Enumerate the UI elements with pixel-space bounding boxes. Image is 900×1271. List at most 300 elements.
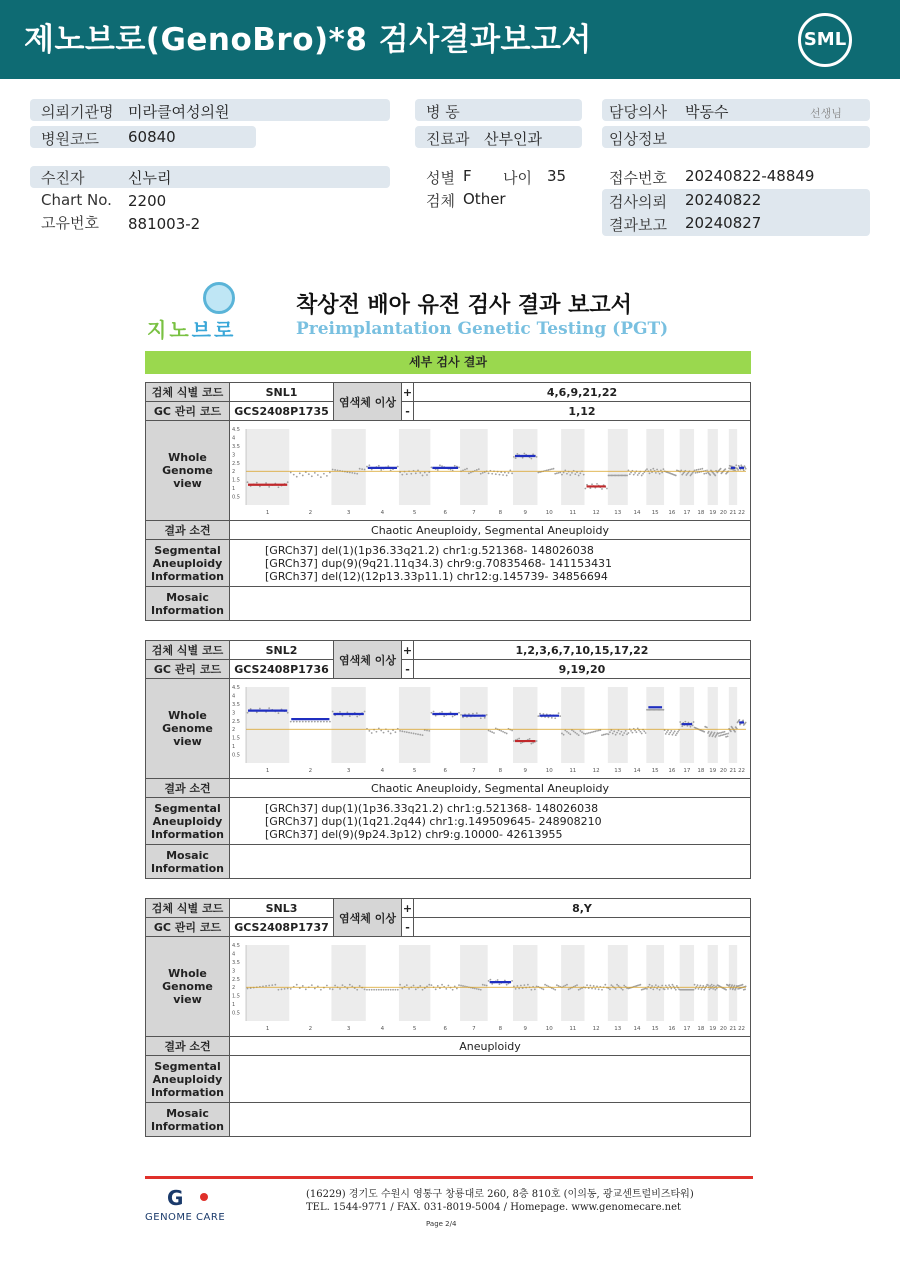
data-point (445, 988, 447, 990)
chromosome-band (399, 687, 430, 763)
finding-label: 결과 소견 (146, 1037, 230, 1056)
data-point (738, 719, 740, 721)
data-point (649, 472, 651, 474)
data-point (601, 734, 603, 736)
y-tick-label: 4.5 (232, 685, 240, 691)
chromosome-band (708, 945, 718, 1021)
data-point (556, 984, 558, 986)
data-point (659, 473, 661, 475)
data-point (515, 988, 517, 990)
data-point (426, 730, 428, 732)
gc-mark-icon: G (167, 1186, 184, 1210)
data-point (527, 984, 529, 986)
data-point (284, 988, 286, 990)
data-point (709, 988, 711, 990)
data-point (579, 730, 581, 732)
data-point (518, 988, 520, 990)
data-point (486, 985, 488, 987)
data-point (349, 984, 351, 986)
data-point (354, 472, 356, 474)
data-point (667, 988, 669, 990)
data-point (484, 984, 486, 986)
ward-label: 병 동 (426, 103, 460, 121)
data-point (708, 731, 710, 733)
data-point (693, 721, 695, 723)
data-point (464, 469, 466, 471)
data-point (574, 732, 576, 734)
data-point (666, 731, 668, 733)
institution-label: 의뢰기관명 (41, 103, 114, 121)
x-tick-label: 5 (412, 510, 417, 516)
x-tick-label: 16 (668, 768, 676, 774)
data-point (466, 468, 468, 470)
data-point (601, 989, 603, 991)
genome-plot-3 (230, 937, 750, 1033)
x-tick-label: 9 (523, 510, 528, 516)
data-point (401, 474, 403, 476)
data-point (502, 474, 504, 476)
data-point (428, 730, 430, 732)
genome-plot-1 (230, 421, 750, 517)
chromosome-band (729, 687, 737, 763)
data-point (745, 722, 747, 724)
chromosome-band (646, 429, 664, 505)
data-point (518, 738, 520, 740)
y-tick-label: 1 (232, 486, 236, 493)
data-point (426, 474, 428, 476)
data-point (290, 721, 292, 723)
x-tick-label: 14 (633, 1026, 641, 1032)
receipt-label: 접수번호 (609, 169, 667, 187)
data-point (392, 989, 394, 991)
data-point (287, 481, 289, 483)
data-point (480, 717, 482, 719)
data-point (537, 472, 539, 474)
data-point (695, 472, 697, 474)
receipt-value: 20240822-48849 (685, 167, 815, 185)
data-point (296, 721, 298, 723)
mosaic-label: Mosaic Information (146, 1103, 230, 1137)
data-point (447, 985, 449, 987)
data-point (629, 473, 631, 475)
data-point (705, 472, 707, 474)
data-point (694, 984, 696, 986)
data-point (584, 733, 586, 735)
genome-plot-2 (230, 679, 750, 775)
x-tick-label: 13 (614, 1026, 622, 1032)
data-point (684, 721, 686, 723)
gain-chromosomes: 8,Y (414, 899, 751, 918)
data-point (368, 464, 370, 466)
data-point (591, 483, 593, 485)
data-point (622, 734, 624, 736)
segmental-label: Segmental Aneuploidy Information (146, 540, 230, 587)
data-point (399, 730, 401, 732)
x-tick-label: 9 (523, 1026, 528, 1032)
data-point (726, 733, 728, 735)
y-tick-label: 2 (232, 985, 236, 992)
department-label: 진료과 (426, 130, 470, 148)
data-point (293, 474, 295, 476)
data-point (610, 984, 612, 986)
data-point (482, 472, 484, 474)
x-tick-label: 10 (545, 510, 553, 516)
data-point (568, 732, 570, 734)
data-point (699, 468, 701, 470)
data-point (271, 984, 273, 986)
data-point (480, 473, 482, 475)
data-point (632, 732, 634, 734)
data-point (488, 980, 490, 982)
request-label: 검사의뢰 (609, 193, 667, 211)
segmental-values (230, 798, 751, 845)
chromosome-band (708, 687, 718, 763)
data-point (584, 488, 586, 490)
data-point (268, 707, 270, 709)
data-point (323, 721, 325, 723)
data-point (596, 730, 598, 732)
footer-divider (145, 1176, 753, 1179)
data-point (697, 472, 699, 474)
x-tick-label: 19 (709, 768, 717, 774)
x-tick-label: 1 (265, 768, 270, 774)
chromosome-band (399, 945, 430, 1021)
data-point (722, 731, 724, 733)
x-tick-label: 6 (443, 510, 447, 516)
loss-chromosomes (414, 918, 751, 937)
x-tick-label: 3 (346, 510, 351, 516)
data-point (609, 731, 611, 733)
data-point (628, 732, 630, 734)
data-point (520, 742, 522, 744)
data-point (652, 468, 654, 470)
y-tick-label: 0.5 (232, 494, 240, 501)
data-point (380, 730, 382, 732)
dna-icon (203, 282, 235, 314)
data-point (623, 732, 625, 734)
chromosome-band (331, 687, 365, 763)
x-tick-label: 21 (729, 1026, 737, 1032)
data-point (655, 472, 657, 474)
data-point (643, 730, 645, 732)
data-point (537, 715, 539, 717)
sex-value: F (463, 167, 472, 185)
data-point (707, 984, 709, 986)
pgt-subtitle: Preimplantation Genetic Testing (PGT) (296, 319, 669, 339)
data-point (731, 984, 733, 986)
data-point (591, 988, 593, 990)
data-point (320, 989, 322, 991)
x-tick-label: 3 (346, 768, 351, 774)
report-date-label: 결과보고 (609, 216, 667, 234)
x-tick-label: 8 (498, 510, 503, 516)
data-point (356, 473, 358, 475)
specimen-code-label: 검체 식별 코드 (146, 899, 230, 918)
data-point (566, 731, 568, 733)
data-point (281, 988, 283, 990)
chromosome-band (513, 687, 537, 763)
x-tick-label: 6 (443, 768, 447, 774)
data-point (530, 458, 532, 460)
data-point (508, 472, 510, 474)
data-point (299, 472, 301, 474)
data-point (441, 984, 443, 986)
data-point (693, 989, 695, 991)
data-point (394, 731, 396, 733)
data-point (603, 734, 605, 736)
data-point (506, 475, 508, 477)
x-tick-label: 21 (729, 768, 737, 774)
data-point (742, 984, 744, 986)
data-point (366, 989, 368, 991)
segmental-values (230, 1056, 751, 1103)
y-tick-label: 1 (232, 744, 236, 751)
data-point (516, 985, 518, 987)
data-point (452, 989, 454, 991)
data-point (468, 472, 470, 474)
data-point (500, 730, 502, 732)
chromosome-band (513, 429, 537, 505)
gc-code-value: GCS2408P1736 (230, 660, 334, 679)
x-tick-label: 17 (683, 768, 691, 774)
gc-dot-icon (200, 1193, 208, 1201)
data-point (583, 733, 585, 735)
data-point (506, 984, 508, 986)
data-point (334, 469, 336, 471)
data-point (586, 984, 588, 986)
data-point (443, 715, 445, 717)
data-point (679, 721, 681, 723)
data-point (569, 474, 571, 476)
data-point (437, 985, 439, 987)
y-tick-label: 2 (232, 469, 236, 476)
chromosome-band (646, 687, 664, 763)
data-point (383, 732, 385, 734)
data-point (530, 989, 532, 991)
data-point (387, 989, 389, 991)
data-point (625, 730, 627, 732)
y-tick-label: 4 (232, 951, 236, 958)
segmental-line: [GRCh37] dup(1)(1q21.2q44) chr1:g.149509645- 248908210 (265, 814, 602, 828)
age-label: 나이 (503, 169, 532, 187)
data-point (589, 985, 591, 987)
data-point (290, 988, 292, 990)
data-point (397, 989, 399, 991)
x-tick-label: 22 (738, 510, 746, 516)
y-tick-label: 2.5 (232, 460, 240, 467)
footer-address (306, 1188, 694, 1214)
finding-label: 결과 소견 (146, 521, 230, 540)
data-point (458, 467, 460, 469)
genome-plot-cell (230, 937, 751, 1037)
data-point (458, 712, 460, 714)
data-point (698, 988, 700, 990)
data-point (563, 734, 565, 736)
x-tick-label: 7 (472, 768, 476, 774)
data-point (541, 988, 543, 990)
x-tick-label: 20 (719, 768, 727, 774)
x-tick-label: 13 (614, 510, 622, 516)
data-point (415, 988, 417, 990)
data-point (406, 473, 408, 475)
data-point (635, 731, 637, 733)
data-point (380, 989, 382, 991)
data-point (478, 988, 480, 990)
data-point (274, 984, 276, 986)
data-point (583, 474, 585, 476)
segmental-line: [GRCh37] del(9)(9p24.3p12) chr9:g.10000- 42613955 (265, 827, 563, 841)
data-point (424, 472, 426, 474)
gc-code-label: GC 관리 코드 (146, 918, 230, 937)
x-tick-label: 7 (472, 1026, 476, 1032)
whole-genome-label: Whole Genome view (146, 421, 230, 521)
x-tick-label: 6 (443, 1026, 447, 1032)
y-tick-label: 0.5 (232, 752, 240, 759)
data-point (615, 734, 617, 736)
data-point (413, 733, 415, 735)
data-point (419, 472, 421, 474)
chromosome-band (513, 945, 537, 1021)
data-point (574, 985, 576, 987)
data-point (725, 989, 727, 991)
gain-chromosomes: 1,2,3,6,7,10,15,17,22 (414, 641, 751, 660)
pgt-title: 착상전 배아 유전 검사 결과 보고서 (296, 293, 632, 318)
data-point (356, 989, 358, 991)
data-point (513, 456, 515, 458)
loss-sign: - (402, 660, 414, 679)
loss-chromosomes: 9,19,20 (414, 660, 751, 679)
data-point (296, 984, 298, 986)
data-point (656, 988, 658, 990)
x-tick-label: 15 (651, 768, 659, 774)
data-point (676, 985, 678, 987)
data-point (376, 989, 378, 991)
data-point (549, 469, 551, 471)
data-point (515, 457, 517, 459)
clinical-label: 임상정보 (609, 130, 667, 148)
y-tick-label: 3 (232, 710, 236, 717)
data-point (488, 472, 490, 474)
hospital-code-label: 병원코드 (41, 130, 99, 148)
data-point (361, 468, 363, 470)
data-point (415, 733, 417, 735)
data-point (594, 988, 596, 990)
sml-logo (798, 13, 852, 67)
data-point (542, 988, 544, 990)
data-point (553, 468, 555, 470)
data-point (359, 985, 361, 987)
y-tick-label: 2.5 (232, 976, 240, 983)
data-point (673, 732, 675, 734)
data-point (378, 989, 380, 991)
data-point (422, 734, 424, 736)
x-tick-label: 1 (265, 510, 270, 516)
data-point (431, 467, 433, 469)
segmental-label: Segmental Aneuploidy Information (146, 1056, 230, 1103)
data-point (520, 985, 522, 987)
data-point (290, 472, 292, 474)
data-point (594, 730, 596, 732)
data-point (373, 989, 375, 991)
data-point (698, 469, 700, 471)
data-point (699, 985, 701, 987)
y-tick-label: 0.5 (232, 1010, 240, 1017)
data-point (470, 472, 472, 474)
data-point (323, 473, 325, 475)
genobro-logo (147, 282, 257, 342)
data-point (536, 740, 538, 742)
data-point (456, 988, 458, 990)
data-point (296, 476, 298, 478)
data-point (302, 721, 304, 723)
data-point (314, 721, 316, 723)
specimen-code-label: 검체 식별 코드 (146, 641, 230, 660)
y-tick-label: 2.5 (232, 718, 240, 725)
data-point (641, 475, 643, 477)
data-point (476, 988, 478, 990)
data-point (523, 984, 525, 986)
mosaic-value (230, 1103, 751, 1137)
sample-table-1 (145, 382, 751, 621)
company-name: GENOME CARE (145, 1212, 226, 1223)
x-tick-label: 4 (380, 510, 385, 516)
data-point (645, 732, 647, 734)
chart-no-label: Chart No. (41, 191, 112, 209)
x-tick-label: 8 (498, 1026, 503, 1032)
data-point (633, 474, 635, 476)
data-point (278, 712, 280, 714)
data-point (516, 453, 518, 455)
data-point (480, 989, 482, 991)
data-point (656, 469, 658, 471)
data-point (745, 468, 747, 470)
data-point (497, 979, 499, 981)
whole-genome-label: Whole Genome view (146, 937, 230, 1037)
data-point (478, 468, 480, 470)
data-point (561, 474, 563, 476)
finding-label: 결과 소견 (146, 779, 230, 798)
x-tick-label: 22 (738, 768, 746, 774)
genobro-logo-text-b: 브로 (191, 318, 237, 342)
data-point (311, 721, 313, 723)
chromosome-band (460, 429, 488, 505)
data-point (305, 988, 307, 990)
data-point (406, 984, 408, 986)
report-date-value: 20240827 (685, 214, 762, 232)
data-point (701, 468, 703, 470)
patient-value: 신누리 (128, 169, 172, 187)
data-point (287, 712, 289, 714)
x-tick-label: 12 (592, 510, 600, 516)
page-number: Page 2/4 (426, 1220, 457, 1228)
data-point (558, 985, 560, 987)
data-point (394, 989, 396, 991)
y-tick-label: 2 (232, 727, 236, 734)
data-point (351, 472, 353, 474)
x-tick-label: 16 (668, 510, 676, 516)
x-tick-label: 7 (472, 510, 476, 516)
data-point (578, 734, 580, 736)
x-tick-label: 10 (545, 768, 553, 774)
data-point (724, 731, 726, 733)
data-point (308, 721, 310, 723)
x-tick-label: 14 (633, 510, 641, 516)
data-point (413, 985, 415, 987)
genobro-logo-text-a: 지노 (147, 318, 192, 342)
data-point (364, 469, 366, 471)
data-point (589, 732, 591, 734)
x-tick-label: 16 (668, 1026, 676, 1032)
